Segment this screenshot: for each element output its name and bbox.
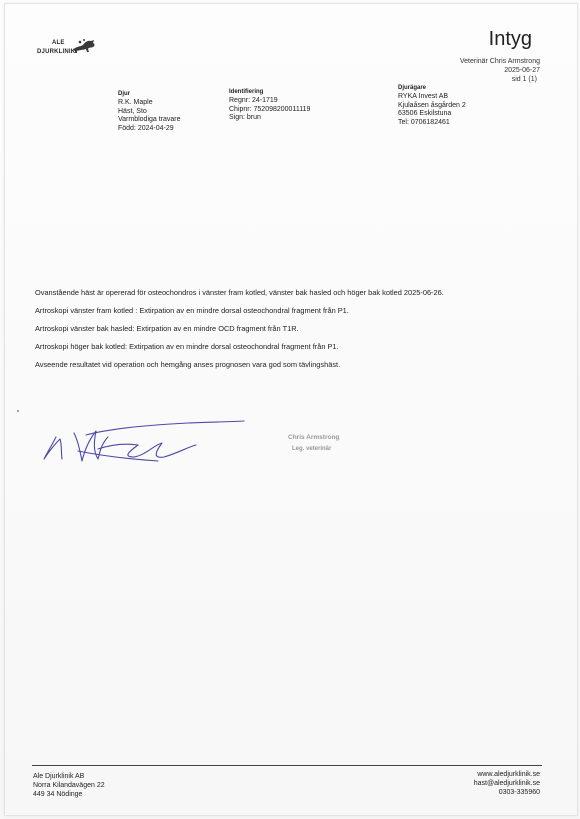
- animal-born: Född: 2024-04-29: [118, 125, 174, 133]
- owner-heading: Djurägare: [398, 85, 427, 91]
- footer-street: Norra Kilandavägen 22: [33, 782, 105, 789]
- clinic-logo: [37, 38, 97, 60]
- animal-breed: Varmblodiga travare: [118, 116, 181, 124]
- horse-icon: [71, 38, 97, 54]
- body-paragraph: Artroskopi vänster bak hasled: Extirpation av en mindre OCD fragment från T1R.: [35, 324, 299, 333]
- logo-line2: DJURKLINIK: [37, 49, 76, 55]
- animal-name: R.K. Maple: [118, 98, 153, 106]
- footer-company: Ale Djurklinik AB: [33, 773, 85, 780]
- footer-email: hast@aledjurklinik.se: [473, 780, 540, 787]
- page-number: sid 1 (1): [511, 76, 537, 83]
- handwritten-signature: [38, 415, 248, 475]
- footer-phone: 0303-335960: [498, 789, 540, 796]
- identification-info: [229, 88, 310, 123]
- owner-phone: Tel: 0706182461: [398, 119, 450, 127]
- body-paragraph: Artroskopi vänster fram kotled : Extirpation av en mindre dorsal osteochondral fragment från P1.: [35, 306, 349, 315]
- footer-address: [33, 772, 105, 799]
- certificate-body: [35, 288, 535, 378]
- document-title: Intyg: [488, 28, 532, 50]
- identification-sign: Sign: brun: [229, 114, 261, 122]
- owner-info: [398, 84, 466, 128]
- signature-title: Leg. veterinär: [292, 446, 332, 452]
- owner-city: 63506 Eskilstuna: [398, 110, 452, 118]
- owner-street: Kjulaåsen åsgården 2: [398, 101, 466, 109]
- identification-regnr: Regnr: 24-1719: [229, 96, 278, 104]
- logo-line1: ALE: [52, 40, 65, 46]
- body-paragraph: Ovanstående häst är opererad för osteochondros i vänster fram kotled, vänster bak hasled och höger bak kotled 2025-06-26.: [35, 288, 444, 297]
- footer-city: 449 34 Nödinge: [33, 791, 83, 798]
- identification-chipnr: Chipnr: 752098200011119: [229, 105, 311, 113]
- scan-speck: [17, 410, 19, 412]
- footer-contact: [474, 770, 540, 797]
- body-paragraph: Avseende resultatet vid operation och hemgång anses prognosen vara god som tävlingshäst.: [35, 360, 341, 369]
- footer-web: www.aledjurklinik.se: [477, 771, 540, 778]
- animal-info: [118, 90, 181, 134]
- document-date: 2025-06-27: [504, 67, 540, 74]
- body-paragraph: Artroskopi höger bak kotled: Extirpation av en mindre dorsal osteochondral fragment från P1.: [35, 342, 339, 351]
- owner-name: RYKA Invest AB: [398, 92, 449, 100]
- identification-heading: Identifiering: [229, 89, 264, 95]
- signature-name: Chris Armstrong: [288, 434, 340, 441]
- animal-species: Häst, Sto: [118, 107, 147, 115]
- veterinarian-name: Veterinär Chris Armstrong: [459, 58, 540, 65]
- page-border: [4, 3, 578, 816]
- animal-heading: Djur: [118, 91, 130, 97]
- footer-divider: [32, 765, 542, 766]
